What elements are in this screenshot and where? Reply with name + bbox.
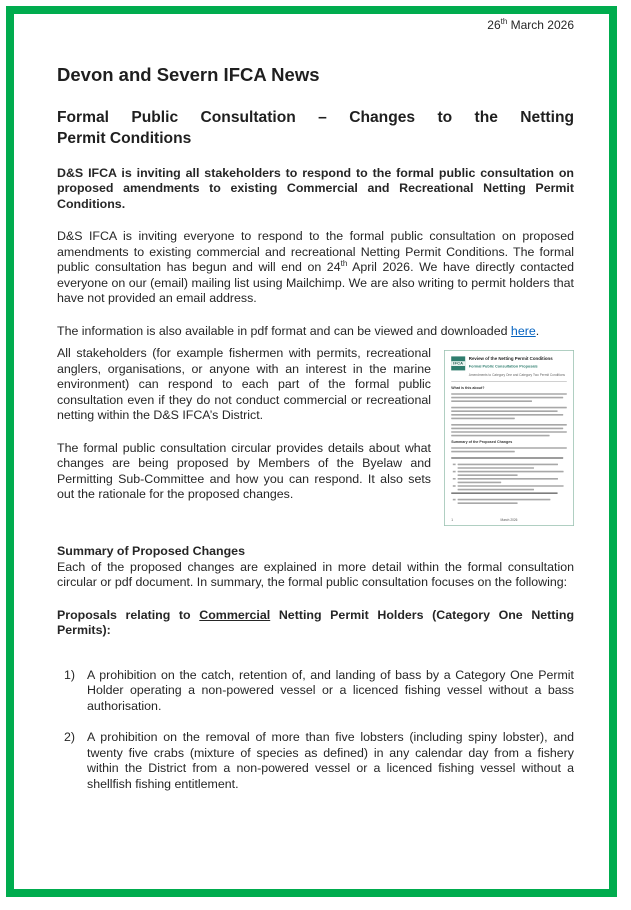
list-item [57,730,574,792]
consultation-paragraph [57,229,574,307]
summary-heading: Summary of Proposed Changes [57,544,245,558]
pdf-paragraph [57,324,574,340]
list-item [57,668,574,715]
summary-body: Each of the proposed changes are explained in more detail within the formal consultation circular or pdf document. In summary, the formal public consultation focuses on the following: [57,559,574,589]
article-heading-line2: Permit Conditions [57,129,192,147]
april-ordinal-suffix: th [340,258,348,268]
pdf-text: The information is also available in pdf format and can be viewed and downloaded [57,323,511,338]
document-body [57,18,574,808]
proposals-heading-line2: Permits): [57,623,111,637]
pdf-text-end: . [535,323,540,338]
thumbnail-section-heading-2: Summary of the Proposed Changes [451,439,513,444]
proposals-list [57,668,574,793]
list-item-text: A prohibition on the catch, retention of, and landing of bass by a Category One Permit Holder operating a non-powered vessel or a licenced fishing vessel without a bass authorisation. [87,667,574,713]
ifca-logo [451,356,465,370]
stakeholder-section [57,346,574,532]
thumbnail-section-heading-1: What is this about? [451,385,485,390]
thumbnail-scale-wrapper [444,350,574,526]
lead-paragraph: D&S IFCA is inviting all stakeholders to respond to the formal public consultation on proposed amendments to existing Commercial and Recreational Netting Permit Conditions. [57,165,574,211]
list-item-number: 1) [64,667,76,682]
thumbnail-note: Amendments to Category One and Category Two Permit Conditions [468,373,565,377]
proposals-heading [57,608,574,639]
thumbnail-title: Review of the Netting Permit Conditions [468,356,553,362]
date-day: 26 [487,18,501,32]
consultation-text-after: April 2026. We have directly contacted everyone on our (email) mailing list using Mailchimp. We are also writing to permit holders that have not provided an email address. [57,260,574,305]
commercial-underlined: Commercial [199,607,271,622]
list-item-text: A prohibition on the removal of more than five lobsters (including spiny lobster), and twenty five crabs (mixture of species as defined) in any calendar day from a fishery within the District from a non-powered vessel or a licenced fishing vessel without a shellfish fishing entitlement. [87,730,574,791]
date-ordinal-suffix: th [500,17,508,26]
proposals-pre: Proposals relating to [57,607,200,622]
document-date [57,18,574,34]
proposals-heading-line1 [57,608,574,624]
proposals-post: Netting Permit Holders (Category One Netting [270,607,575,622]
article-heading-line1: Formal Public Consultation – Changes to the Netting [57,108,574,126]
download-here-link[interactable]: here [510,323,536,338]
thumbnail-text-lines-2 [451,447,567,504]
thumbnail-header-text [469,356,567,378]
consultation-pdf-thumbnail [444,350,574,526]
list-item-number: 2) [64,730,76,744]
thumbnail-page [444,350,574,526]
thumbnail-text-lines [451,393,567,436]
consultation-text-before: D&S IFCA is inviting everyone to respond to the formal public consultation on proposed amendments to existing commercial and recreational Netting Permit Conditions. The formal public consultation has begun and will end on 24 [57,229,574,274]
circular-paragraph: The formal public consultation circular provides details about what changes are being proposed by Members of the Byelaw and Permitting Sub-Committee and how you can respond. It also sets out the rationale for the proposed changes. [57,440,431,501]
page-title: Devon and Severn IFCA News [57,63,320,85]
thumbnail-page-number: 1 [451,517,453,522]
stakeholders-paragraph: All stakeholders (for example fishermen with permits, recreational anglers, organisations, or anyone with an interest in the marine environment) can respond to each part of the formal public consultation even if they do not conduct commercial or recreational netting within the D&S IFCA’s District. [57,346,431,422]
thumbnail-header [451,356,567,378]
thumbnail-footer: March 2026 [500,517,518,522]
article-heading [57,107,574,149]
ifca-logo-text: IFCA [453,361,464,366]
date-rest: March 2026 [507,18,574,32]
thumbnail-subtitle: Formal Public Consultation Proposals [468,364,538,369]
